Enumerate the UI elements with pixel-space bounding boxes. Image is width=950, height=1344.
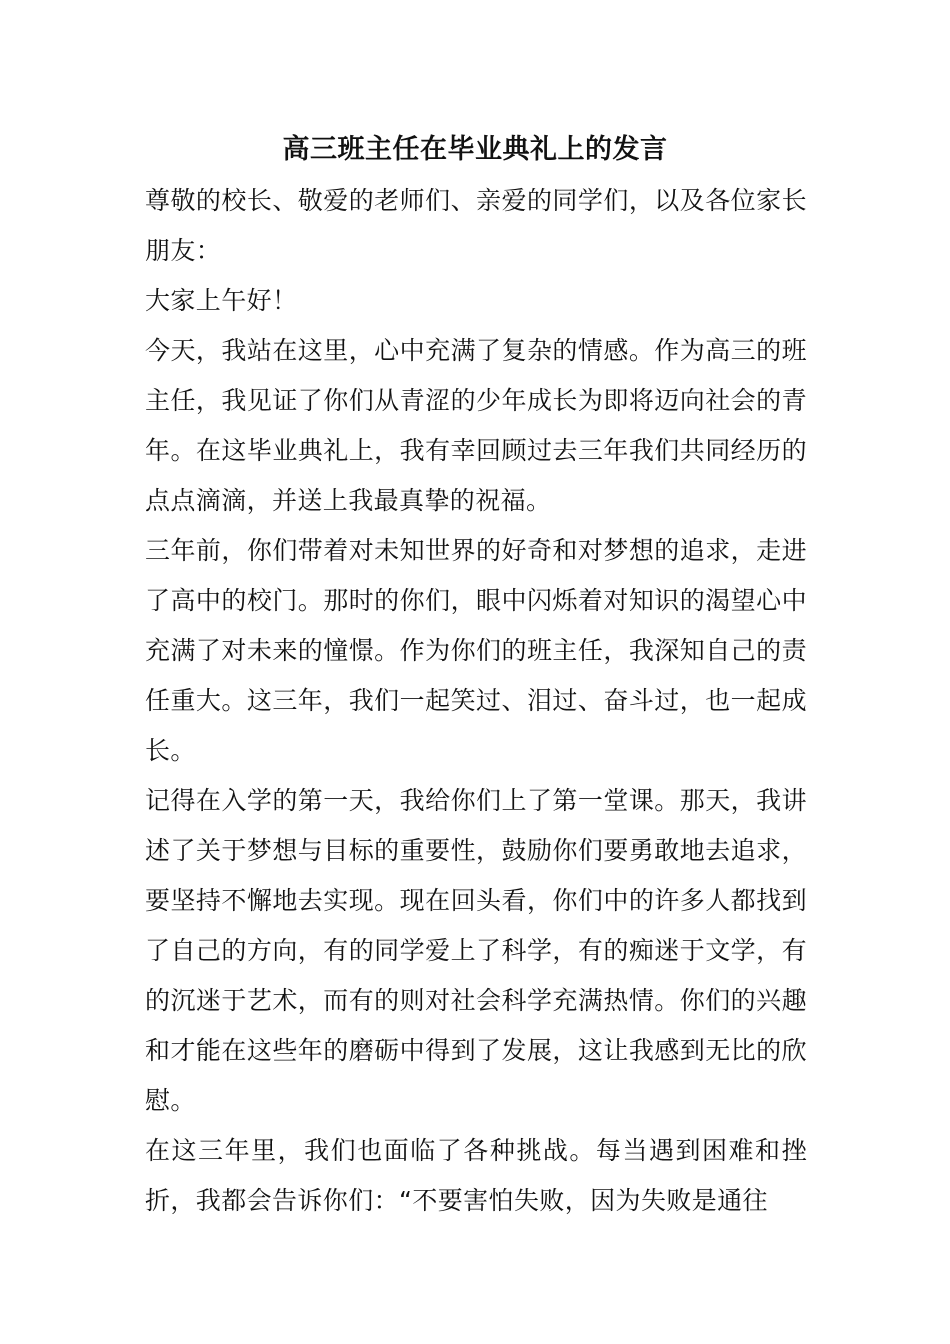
document-body bbox=[145, 176, 807, 1226]
body-paragraph: 记得在入学的第一天，我给你们上了第一堂课。那天，我讲述了关于梦想与目标的重要性，鼓励你们要勇敢地去追求，要坚持不懈地去实现。现在回头看，你们中的许多人都找到了自己的方向，有的同学爱上了科学，有的痴迷于文学，有的沉迷于艺术，而有的则对社会科学充满热情。你们的兴趣和才能在这些年的磨砺中得到了发展，这让我感到无比的欣慰。 bbox=[145, 786, 807, 1115]
salutation-paragraph: 尊敬的校长、敬爱的老师们、亲爱的同学们，以及各位家长朋友： bbox=[145, 186, 807, 265]
document-title: 高三班主任在毕业典礼上的发言 bbox=[282, 134, 668, 165]
body-paragraph: 今天，我站在这里，心中充满了复杂的情感。作为高三的班主任，我见证了你们从青涩的少年成长为即将迈向社会的青年。在这毕业典礼上，我有幸回顾过去三年我们共同经历的点点滴滴，并送上我最真挚的祝福。 bbox=[145, 336, 807, 515]
body-paragraph: 三年前，你们带着对未知世界的好奇和对梦想的追求，走进了高中的校门。那时的你们，眼中闪烁着对知识的渴望心中充满了对未来的憧憬。作为你们的班主任，我深知自己的责任重大。这三年，我们一起笑过、泪过、奋斗过，也一起成长。 bbox=[145, 536, 807, 765]
body-paragraph: 在这三年里，我们也面临了各种挑战。每当遇到困难和挫折，我都会告诉你们：“不要害怕失败，因为失败是通往 bbox=[145, 1136, 807, 1215]
greeting-paragraph: 大家上午好！ bbox=[145, 286, 298, 315]
